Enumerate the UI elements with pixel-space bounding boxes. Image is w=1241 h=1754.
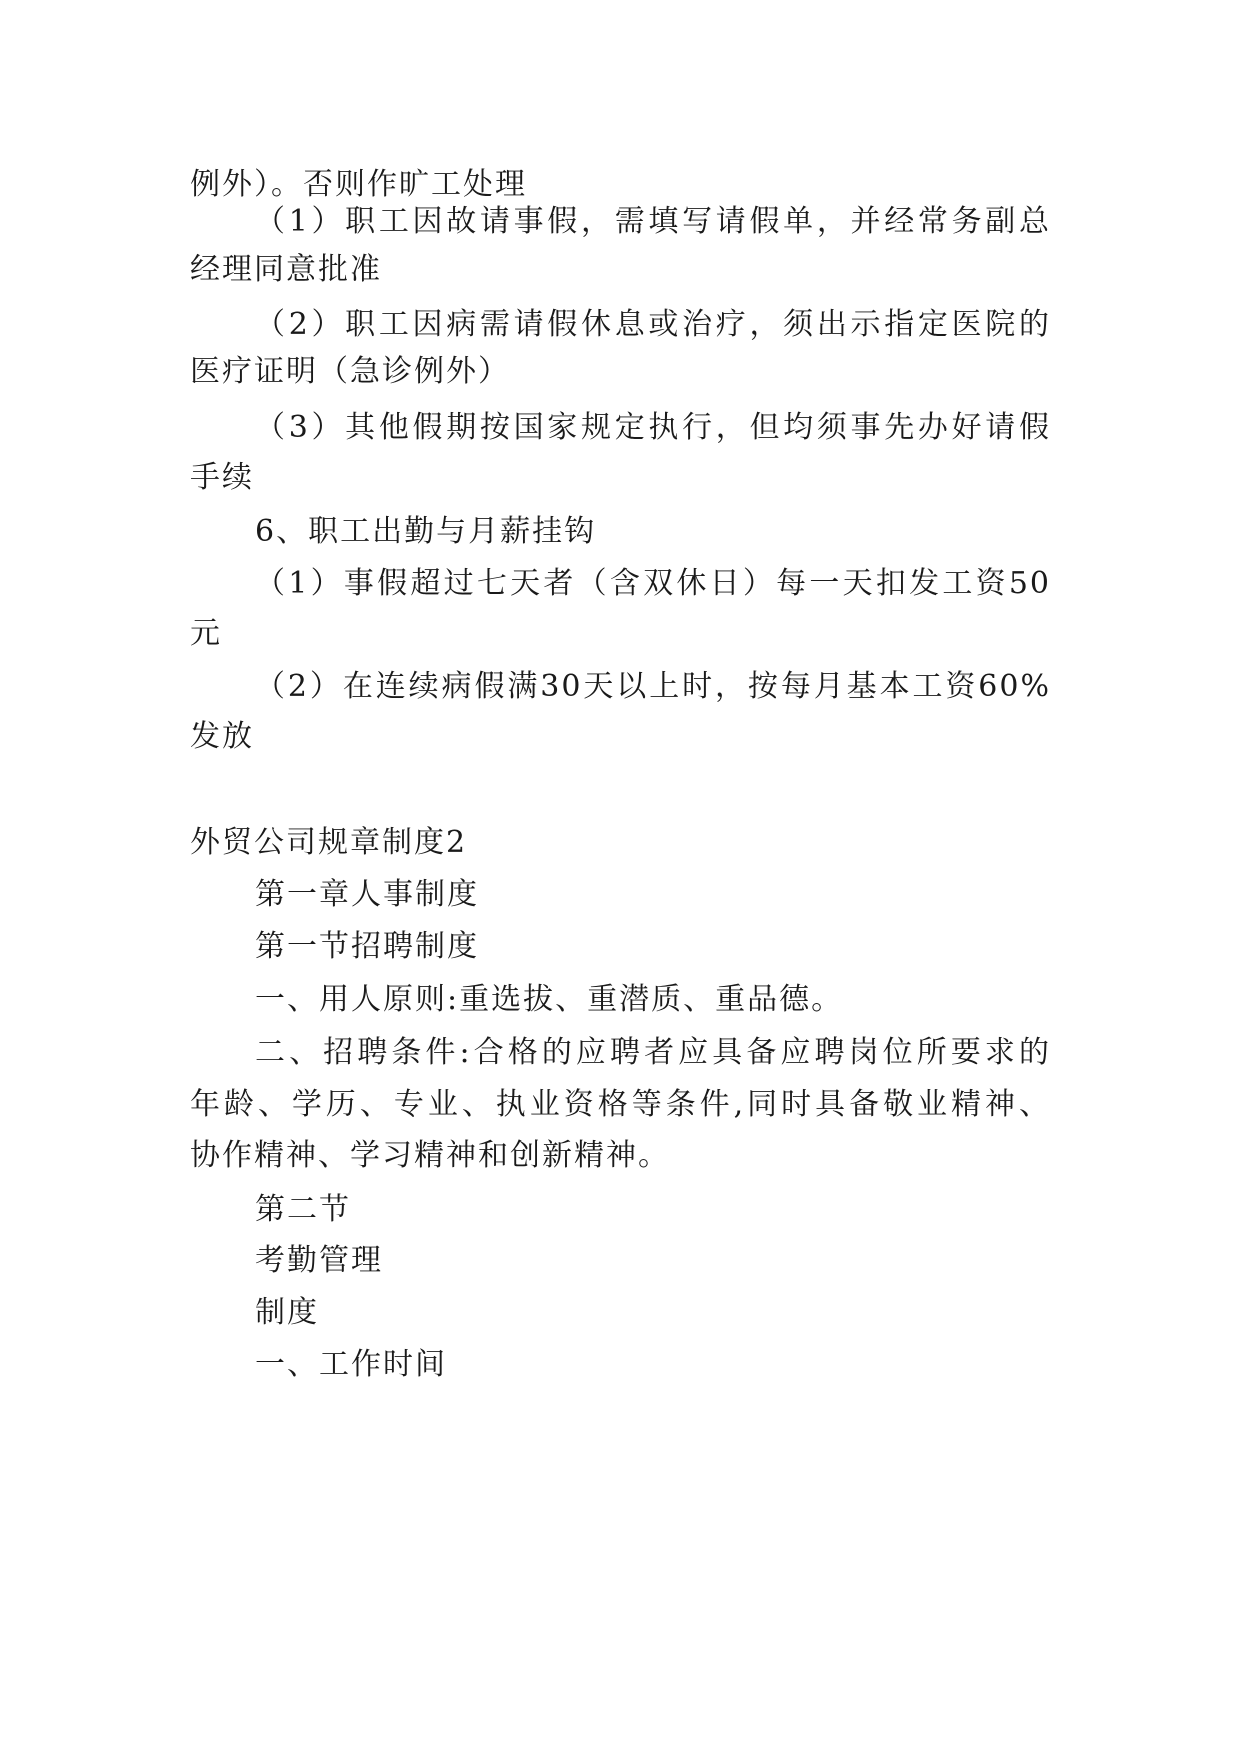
- section-heading: 第二节: [255, 1192, 351, 1227]
- paragraph-line: 经理同意批准: [190, 252, 382, 287]
- paragraph-line: 医疗证明（急诊例外）: [190, 354, 510, 389]
- paragraph-line: 手续: [190, 460, 254, 495]
- paragraph-line: 协作精神、学习精神和创新精神。: [190, 1138, 670, 1173]
- paragraph-line: 发放: [190, 719, 254, 754]
- paragraph-line: （2）在连续病假满30天以上时，按每月基本工资60%: [255, 669, 1051, 704]
- paragraph-line: （1）职工因故请事假，需填写请假单，并经常务副总: [255, 204, 1051, 239]
- paragraph-line: （2）职工因病需请假休息或治疗，须出示指定医院的: [255, 307, 1051, 342]
- paragraph-line: 例外）。否则作旷工处理: [190, 167, 527, 202]
- paragraph-line: 一、工作时间: [255, 1347, 447, 1382]
- document-title: 外贸公司规章制度2: [190, 825, 468, 860]
- section-heading: 6、职工出勤与月薪挂钩: [255, 514, 597, 549]
- chapter-heading: 第一章人事制度: [255, 877, 479, 912]
- paragraph-line: 一、用人原则:重选拔、重潜质、重品德。: [255, 982, 844, 1017]
- section-heading: 第一节招聘制度: [255, 929, 479, 964]
- section-heading: 考勤管理: [255, 1243, 383, 1278]
- paragraph-line: 二、招聘条件:合格的应聘者应具备应聘岗位所要求的: [255, 1035, 1051, 1070]
- paragraph-line: 年龄、学历、专业、执业资格等条件,同时具备敬业精神、: [190, 1087, 1051, 1122]
- paragraph-line: （1）事假超过七天者（含双休日）每一天扣发工资50: [255, 566, 1051, 601]
- section-heading: 制度: [255, 1295, 319, 1330]
- paragraph-line: （3）其他假期按国家规定执行，但均须事先办好请假: [255, 410, 1051, 445]
- paragraph-line: 元: [190, 616, 222, 651]
